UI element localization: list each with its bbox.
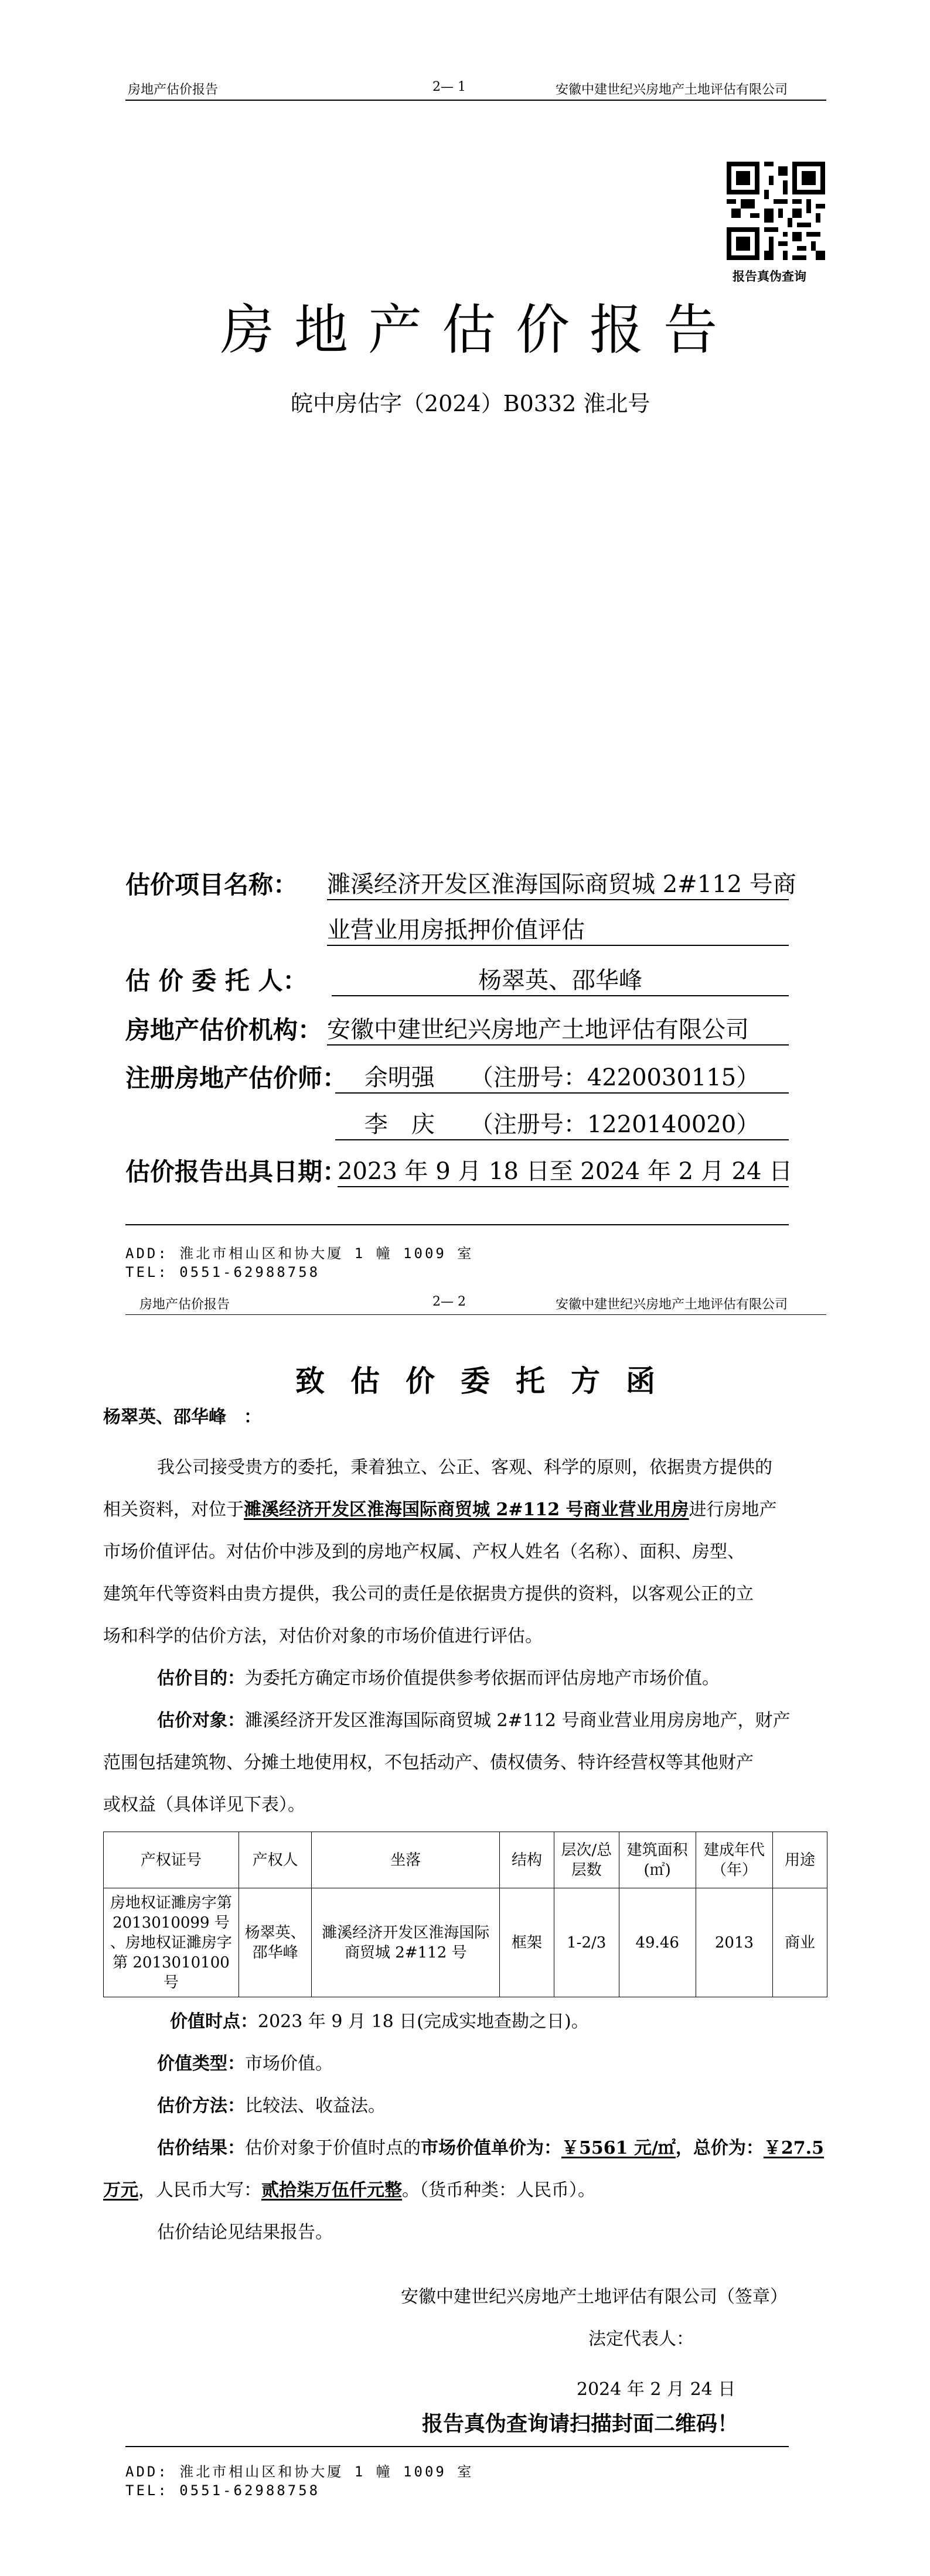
issue-date-value: 2023 年 9 月 18 日至 2024 年 2 月 24 日 bbox=[338, 1153, 789, 1187]
header-right: 安徽中建世纪兴房地产土地评估有限公司 bbox=[556, 1297, 788, 1312]
table-header-row bbox=[104, 1832, 827, 1888]
valuation-result: 估价结果：估价对象于价值时点的市场价值单价为：￥5561 元/㎡，总价为：￥27.5 万元，人民币大写：贰拾柒万伍仟元整。（货币种类：人民币）。 bbox=[103, 2138, 824, 2201]
report-title: 房地产估价报告 bbox=[220, 299, 738, 361]
object: 估价对象：濉溪经济开发区淮海国际商贸城 2#112 号商业营业用房房地产，财产 范围包括建筑物、分摊土地使用权，不包括动产、债权债务、特许经营权等其他财产 或权益（具体详见下表）。 bbox=[103, 1710, 791, 1815]
header-rule bbox=[125, 100, 826, 101]
th-area: 建筑面积(㎡) bbox=[619, 1832, 696, 1888]
header-left: 房地产估价报告 bbox=[128, 83, 219, 97]
total-price: ￥27.5 bbox=[763, 2138, 824, 2158]
th-cert-no: 产权证号 bbox=[104, 1832, 239, 1888]
th-location: 坐落 bbox=[312, 1832, 500, 1888]
header-left: 房地产估价报告 bbox=[139, 1297, 230, 1312]
issue-date-label: 估价报告出具日期： bbox=[125, 1157, 348, 1186]
table-row bbox=[104, 1888, 827, 1997]
footer-address: ADD: 淮北市相山区和协大厦 1 幢 1009 室 bbox=[125, 1245, 474, 1262]
appraiser-2: 李 庆 （注册号：1220140020） bbox=[335, 1106, 789, 1140]
purpose: 估价目的：为委托方确定市场价值提供参考依据而评估房地产市场价值。 bbox=[157, 1668, 720, 1689]
appraiser-label: 注册房地产估价师： bbox=[125, 1064, 348, 1092]
cell-year: 2013 bbox=[696, 1888, 772, 1997]
amount-in-words: 贰拾柒万伍仟元整 bbox=[261, 2180, 402, 2201]
value-type: 价值类型：市场价值。 bbox=[157, 2054, 333, 2074]
signature-org: 安徽中建世纪兴房地产土地评估有限公司（签章） bbox=[401, 2287, 788, 2307]
client-value: 杨翠英、邵华峰 bbox=[332, 962, 789, 996]
appraiser-1: 余明强 （注册号：4220030115） bbox=[335, 1059, 789, 1094]
footer-address: ADD: 淮北市相山区和协大厦 1 幢 1009 室 bbox=[125, 2464, 474, 2480]
paragraph-intro-line-2: 相关资料，对位于濉溪经济开发区淮海国际商贸城 2#112 号商业营业用房进行房地产 bbox=[103, 1499, 777, 1520]
paragraph-intro-line-3: 市场价值评估。对估价中涉及到的房地产权属、产权人姓名（名称）、面积、房型、 bbox=[103, 1542, 745, 1562]
paragraph-intro-line-5: 场和科学的估价方法，对估价对象的市场价值进行评估。 bbox=[103, 1626, 543, 1646]
verify-note: 报告真伪查询请扫描封面二维码！ bbox=[422, 2411, 739, 2436]
th-usage: 用途 bbox=[773, 1832, 827, 1888]
cell-structure: 框架 bbox=[500, 1888, 554, 1997]
legal-representative: 法定代表人： bbox=[588, 2329, 694, 2349]
property-address: 濉溪经济开发区淮海国际商贸城 2#112 号商业营业用房 bbox=[244, 1499, 689, 1520]
valuation-method: 估价方法：比较法、收益法。 bbox=[157, 2096, 386, 2116]
footer-rule bbox=[125, 1224, 789, 1225]
th-floor: 层次/总层数 bbox=[554, 1832, 619, 1888]
salutation: 杨翠英、邵华峰 ： bbox=[103, 1407, 261, 1427]
client-label: 估 价 委 托 人： bbox=[125, 966, 308, 995]
cell-floor: 1-2/3 bbox=[554, 1888, 619, 1997]
th-year: 建成年代（年） bbox=[696, 1832, 772, 1888]
paragraph-intro-line-1: 我公司接受贵方的委托，秉着独立、公正、客观、科学的原则，依据贵方提供的 bbox=[157, 1457, 772, 1478]
org-label: 房地产估价机构： bbox=[125, 1016, 323, 1044]
cell-owner: 杨翠英、邵华峰 bbox=[239, 1888, 312, 1997]
cell-area: 49.46 bbox=[619, 1888, 696, 1997]
cell-cert-no: 房地权证濉房字第 2013010099 号 、房地权证濉房字第 2013010100 号 bbox=[104, 1888, 239, 1997]
document-number: 皖中房估字（2024）B0332 淮北号 bbox=[291, 391, 650, 416]
project-name-line-1: 濉溪经济开发区淮海国际商贸城 2#112 号商 bbox=[327, 866, 789, 900]
header-right: 安徽中建世纪兴房地产土地评估有限公司 bbox=[556, 83, 788, 97]
project-name-line-2: 业营业用房抵押价值评估 bbox=[327, 911, 789, 946]
property-table bbox=[103, 1832, 827, 1997]
signature-date: 2024 年 2 月 24 日 bbox=[577, 2379, 736, 2400]
th-owner: 产权人 bbox=[239, 1832, 312, 1888]
header-rule bbox=[125, 1314, 826, 1315]
unit-price: ￥5561 元/㎡ bbox=[561, 2138, 676, 2158]
project-name-label: 估价项目名称： bbox=[125, 870, 298, 899]
qr-code-icon bbox=[727, 162, 825, 260]
footer-telephone: TEL: 0551-62988758 bbox=[125, 2482, 321, 2499]
footer-rule bbox=[125, 2446, 789, 2447]
paragraph-intro-line-4: 建筑年代等资料由贵方提供，我公司的责任是依据贵方提供的资料，以客观公正的立 bbox=[103, 1584, 754, 1604]
paragraph-intro bbox=[103, 1447, 827, 1658]
header-page-number: 2— 1 bbox=[432, 80, 466, 94]
qr-caption: 报告真伪查询 bbox=[733, 269, 806, 283]
header-page-number: 2— 2 bbox=[432, 1294, 466, 1309]
cell-location: 濉溪经济开发区淮海国际商贸城 2#112 号 bbox=[312, 1888, 500, 1997]
org-value: 安徽中建世纪兴房地产土地评估有限公司 bbox=[327, 1011, 789, 1046]
conclusion-note: 估价结论见结果报告。 bbox=[157, 2222, 333, 2243]
th-structure: 结构 bbox=[500, 1832, 554, 1888]
letter-title: 致估价委托方函 bbox=[295, 1364, 681, 1398]
footer-telephone: TEL: 0551-62988758 bbox=[125, 1264, 321, 1280]
cell-usage: 商业 bbox=[773, 1888, 827, 1997]
value-time: 价值时点：2023 年 9 月 18 日(完成实地查勘之日)。 bbox=[170, 2011, 589, 2032]
